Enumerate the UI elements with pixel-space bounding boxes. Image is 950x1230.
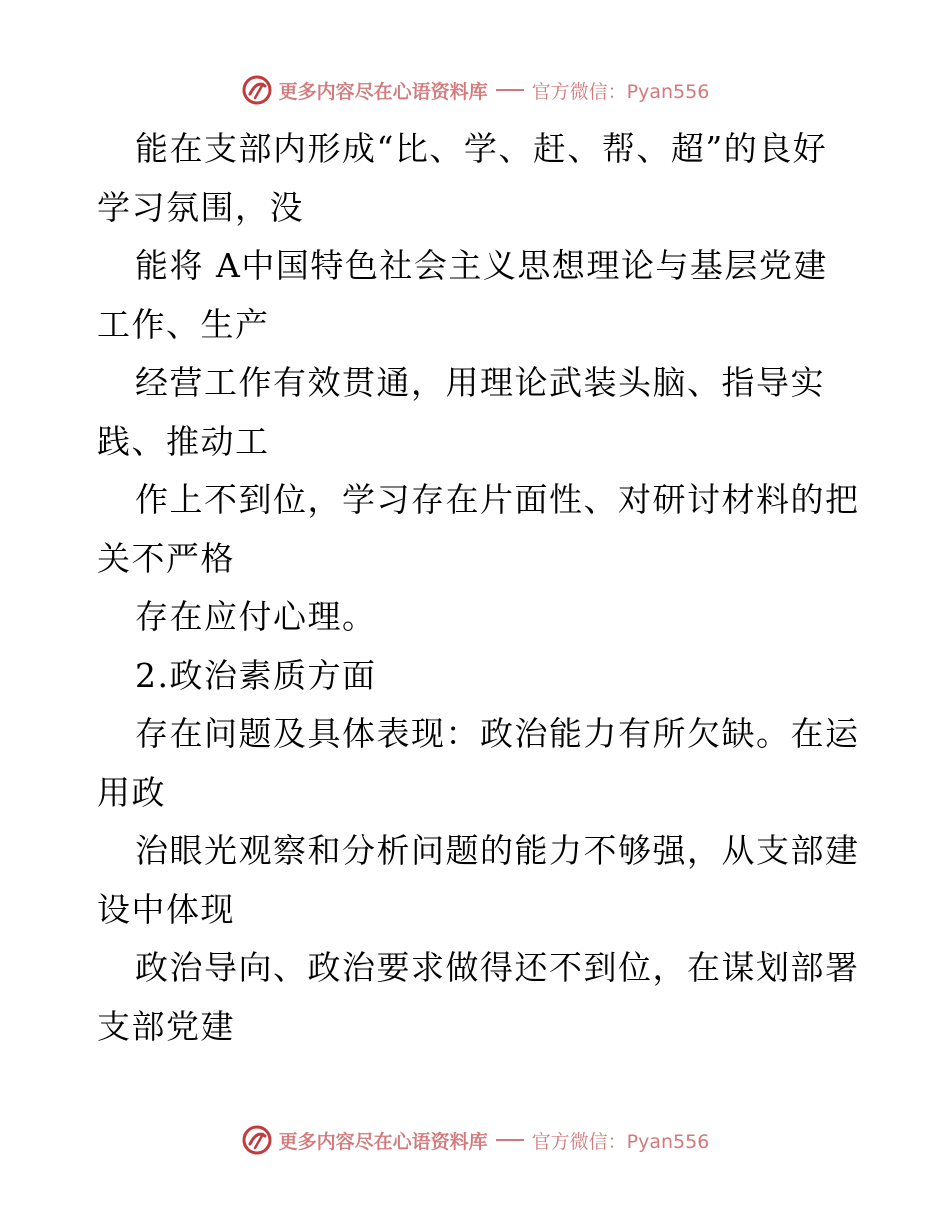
text-line: 作上不到位，学习存在片面性、对研讨材料的把 bbox=[135, 480, 860, 519]
text-line: 存在问题及具体表现：政治能力有所欠缺。在运 bbox=[135, 714, 860, 753]
text-line: 经营工作有效贯通，用理论武装头脑、指导实 bbox=[135, 363, 825, 402]
page-footer bbox=[0, 1120, 950, 1160]
page-header bbox=[0, 70, 950, 110]
footer-banner bbox=[241, 1124, 710, 1156]
text-line: 政治导向、政治要求做得还不到位，在谋划部署 bbox=[135, 948, 860, 987]
section-heading: 2.政治素质方面 bbox=[135, 655, 377, 695]
brand-logo-icon bbox=[241, 1124, 273, 1156]
text-line: 用政 bbox=[97, 772, 166, 812]
text-line: 治眼光观察和分析问题的能力不够强，从支部建 bbox=[135, 831, 860, 870]
document-body bbox=[97, 120, 867, 1056]
text-line: 践、推动工 bbox=[97, 421, 270, 461]
footer-wechat-text: 官方微信：Pyan556 bbox=[531, 1130, 710, 1153]
text-line: 设中体现 bbox=[97, 889, 235, 929]
text-line: 能将 A中国特色社会主义思想理论与基层党建 bbox=[135, 246, 828, 285]
header-banner bbox=[241, 74, 710, 106]
footer-dash bbox=[496, 1139, 524, 1141]
header-wechat-text: 官方微信：Pyan556 bbox=[531, 80, 710, 103]
text-line: 支部党建 bbox=[97, 1006, 235, 1046]
footer-brand-text: 更多内容尽在心语资料库 bbox=[278, 1130, 488, 1153]
text-line: 能在支部内形成“比、学、赶、帮、超”的良好 bbox=[135, 129, 828, 168]
header-brand-text: 更多内容尽在心语资料库 bbox=[278, 80, 488, 103]
text-line: 存在应付心理。 bbox=[135, 597, 377, 636]
header-dash bbox=[496, 89, 524, 91]
text-line: 关不严格 bbox=[97, 538, 235, 578]
text-line: 学习氛围，没 bbox=[97, 187, 304, 227]
text-line: 工作、生产 bbox=[97, 304, 270, 344]
brand-logo-icon bbox=[241, 74, 273, 106]
